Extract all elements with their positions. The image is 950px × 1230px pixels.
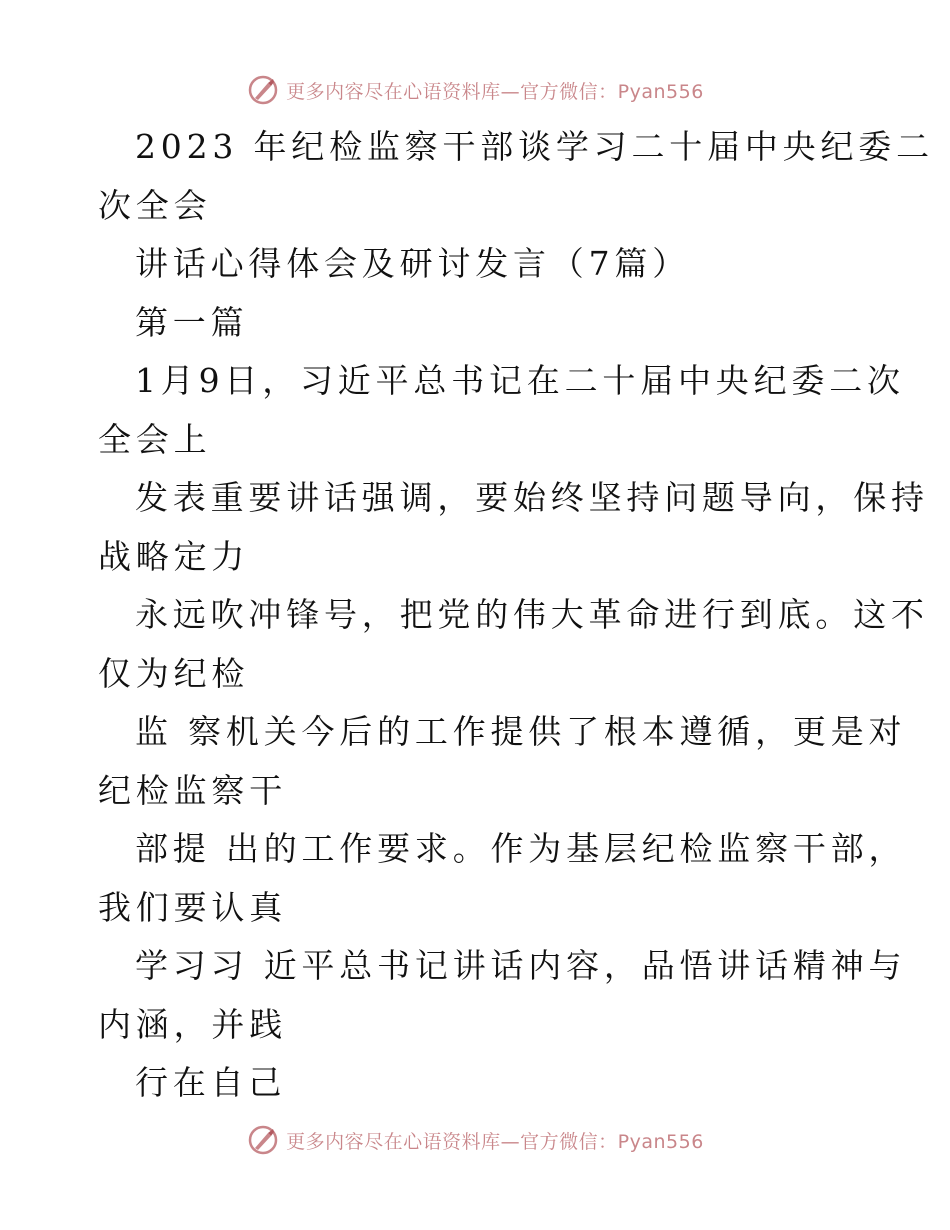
text-line: 监 察机关今后的工作提供了根本遵循，更是对 [135, 712, 907, 751]
header-watermark [0, 70, 950, 110]
text-line: 行在自己 [135, 1063, 287, 1102]
pen-logo-icon [246, 1123, 280, 1157]
text-line: 发表重要讲话强调，要始终坚持问题导向，保持 [135, 478, 929, 517]
text-line: 第一篇 [135, 302, 249, 342]
text-line: 仅为纪检 [98, 653, 250, 693]
text-line: 讲话心得体会及研讨发言（7篇） [135, 244, 690, 283]
pen-logo-icon [246, 73, 280, 107]
text-line: 次全会 [98, 185, 212, 225]
text-line: 全会上 [98, 419, 212, 459]
text-line: 2023 年纪检监察干部谈学习二十届中央纪委二 [135, 127, 934, 166]
text-line: 我们要认真 [98, 887, 287, 927]
document-body [98, 118, 934, 1113]
watermark-text: 更多内容尽在心语资料库—官方微信：Pyan556 [286, 80, 704, 103]
text-line: 部提 出的工作要求。作为基层纪检监察干部， [135, 829, 907, 868]
text-line: 1月9日，习近平总书记在二十届中央纪委二次 [135, 361, 905, 400]
text-line: 内涵，并践 [98, 1004, 287, 1044]
text-line: 战略定力 [98, 536, 250, 576]
text-line: 永远吹冲锋号，把党的伟大革命进行到底。这不 [135, 595, 929, 634]
watermark-text: 更多内容尽在心语资料库—官方微信：Pyan556 [286, 1130, 704, 1153]
footer-watermark [0, 1120, 950, 1160]
text-line: 纪检监察干 [98, 770, 287, 810]
text-line: 学习习 近平总书记讲话内容，品悟讲话精神与 [135, 946, 907, 985]
